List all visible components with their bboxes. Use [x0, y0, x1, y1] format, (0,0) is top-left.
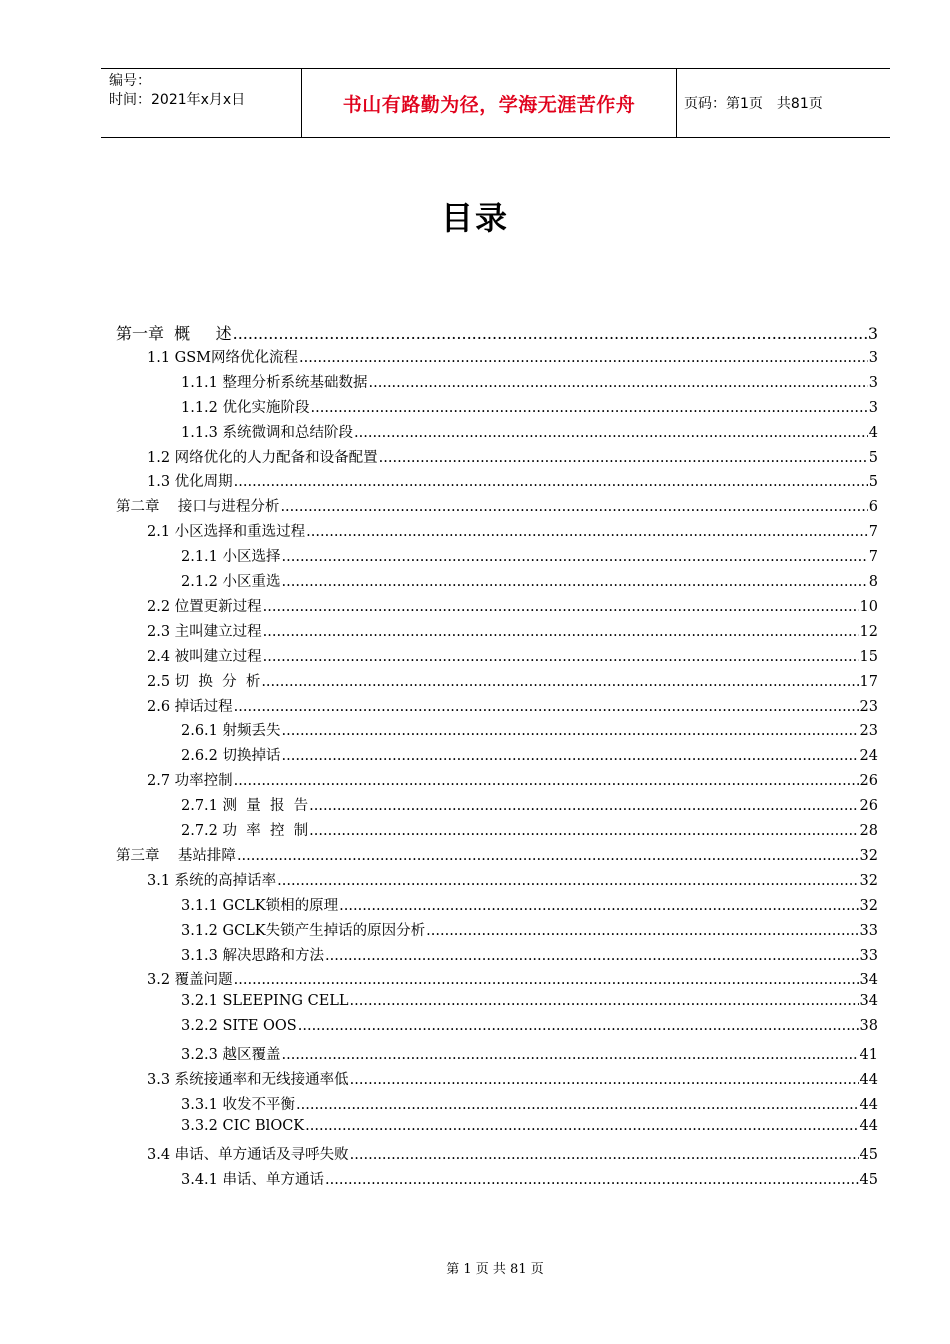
toc-leader-dots — [350, 1147, 859, 1163]
toc-entry-title: 2.2 位置更新过程 — [147, 598, 262, 615]
toc-entry[interactable] — [147, 520, 878, 540]
toc-entry-page: 3 — [867, 324, 878, 343]
toc-entry[interactable] — [116, 844, 878, 864]
toc-entry-title: 2.1.2 小区重选 — [181, 574, 281, 590]
toc-entry-page: 3 — [868, 374, 878, 391]
toc-entry-page: 15 — [859, 648, 878, 665]
toc-entry-page: 7 — [868, 549, 878, 566]
toc-entry[interactable] — [147, 1143, 878, 1163]
toc-leader-dots — [305, 1118, 858, 1134]
toc-entry-page: 34 — [859, 993, 878, 1010]
toc-entry[interactable] — [181, 794, 878, 814]
toc-entry-page: 32 — [859, 847, 878, 864]
toc-entry-title: 2.1 小区选择和重选过程 — [147, 524, 306, 541]
toc-entry[interactable] — [181, 944, 878, 964]
toc-leader-dots — [280, 499, 867, 515]
toc-entry[interactable] — [181, 719, 878, 739]
toc-leader-dots — [298, 1018, 859, 1034]
toc-leader-dots — [282, 549, 868, 565]
toc-entry[interactable] — [147, 470, 878, 490]
toc-entry[interactable] — [181, 1118, 878, 1138]
toc-entry-page: 5 — [868, 474, 878, 491]
toc-leader-dots — [350, 1072, 859, 1088]
toc-leader-dots — [234, 972, 859, 988]
toc-entry-title: 3.3.1 收发不平衡 — [181, 1096, 296, 1113]
toc-entry-page: 44 — [859, 1096, 878, 1113]
toc-entry-page: 8 — [868, 574, 878, 590]
toc-entry[interactable] — [147, 620, 878, 640]
toc-entry-page: 12 — [859, 623, 878, 640]
toc-leader-dots — [325, 948, 859, 964]
toc-entry-title: 3.3.2 CIC BlOCK — [181, 1117, 305, 1134]
toc-entry[interactable] — [181, 744, 878, 764]
toc-entry[interactable] — [181, 371, 878, 391]
toc-entry[interactable] — [147, 645, 878, 665]
toc-leader-dots — [350, 993, 859, 1009]
toc-entry-title: 2.6.1 射频丢失 — [181, 723, 281, 740]
toc-leader-dots — [282, 748, 859, 764]
document-header — [101, 68, 890, 138]
toc-entry[interactable] — [181, 1018, 878, 1038]
toc-entry-page: 3 — [868, 399, 878, 416]
toc-leader-dots — [263, 599, 859, 615]
toc-entry-title: 2.7.1 测 量 报 告 — [181, 798, 309, 815]
toc-entry-page: 45 — [859, 1146, 878, 1163]
toc-entry-page: 7 — [868, 524, 878, 541]
toc-leader-dots — [263, 624, 859, 640]
toc-entry[interactable] — [181, 570, 878, 590]
toc-entry-title: 2.4 被叫建立过程 — [147, 648, 262, 665]
toc-entry[interactable] — [181, 894, 878, 914]
toc-entry-title: 2.7.2 功 率 控 制 — [181, 823, 309, 839]
toc-entry-title: 3.2.1 SLEEPING CELL — [181, 993, 349, 1010]
toc-entry-title: 2.3 主叫建立过程 — [147, 623, 262, 640]
toc-entry-page: 45 — [859, 1171, 878, 1188]
toc-leader-dots — [234, 699, 859, 715]
toc-entry[interactable] — [181, 421, 878, 441]
toc-entry-page: 23 — [859, 698, 878, 715]
toc-entry-page: 6 — [868, 499, 878, 516]
toc-leader-dots — [296, 1097, 859, 1113]
toc-entry-title: 第三章 基站排障 — [116, 847, 236, 864]
toc-entry-page: 28 — [859, 823, 878, 839]
toc-entry[interactable] — [181, 919, 878, 939]
toc-entry[interactable] — [147, 869, 878, 889]
toc-entry-title: 第二章 接口与进程分析 — [116, 499, 280, 516]
toc-entry[interactable] — [147, 1068, 878, 1088]
toc-entry-page: 17 — [859, 673, 878, 690]
toc-entry-title: 3.2 覆盖问题 — [147, 972, 233, 989]
toc-leader-dots — [309, 823, 858, 839]
toc-entry[interactable] — [181, 1093, 878, 1113]
toc-entry-title: 1.1 GSM网络优化流程 — [147, 349, 299, 366]
toc-entry[interactable] — [147, 346, 878, 366]
toc-entry-title: 2.7 功率控制 — [147, 773, 233, 790]
toc-entry-title: 1.1.2 优化实施阶段 — [181, 399, 310, 416]
header-page-cell — [676, 69, 890, 137]
toc-leader-dots — [325, 1172, 859, 1188]
toc-entry-page: 38 — [859, 1018, 878, 1035]
toc-entry-title: 1.3 优化周期 — [147, 474, 233, 491]
toc-leader-dots — [379, 450, 868, 466]
toc-entry-page: 10 — [859, 598, 878, 615]
toc-leader-dots — [282, 1047, 859, 1063]
toc-entry-title: 2.6.2 切换掉话 — [181, 748, 281, 765]
toc-entry[interactable] — [116, 321, 878, 341]
toc-leader-dots — [339, 898, 858, 914]
toc-entry[interactable] — [147, 595, 878, 615]
toc-leader-dots — [311, 400, 868, 416]
toc-leader-dots — [237, 848, 859, 864]
toc-entry-page: 44 — [859, 1117, 878, 1134]
toc-entry[interactable] — [147, 446, 878, 466]
toc-entry-page: 32 — [859, 897, 878, 914]
toc-leader-dots — [263, 649, 859, 665]
toc-leader-dots — [369, 375, 868, 391]
toc-entry-page: 5 — [868, 449, 878, 466]
toc-entry-page: 44 — [859, 1072, 878, 1088]
header-page-label: 页码：第1页 — [684, 96, 763, 112]
toc-leader-dots — [309, 798, 858, 814]
header-motto: 书山有路勤为径，学海无涯苦作舟 — [342, 93, 636, 116]
toc-leader-dots — [233, 324, 867, 343]
toc-entry-page: 23 — [859, 723, 878, 740]
page-footer: 第 1 页 共 81 页 — [446, 1262, 544, 1277]
toc-entry[interactable] — [181, 545, 878, 565]
toc-leader-dots — [282, 574, 868, 590]
toc-entry-page: 26 — [859, 798, 878, 815]
header-total-label: 共81页 — [776, 96, 823, 112]
toc-entry-title: 2.1.1 小区选择 — [181, 549, 281, 566]
toc-entry-title: 1.2 网络优化的人力配备和设备配置 — [147, 449, 378, 466]
doc-time-label: 时间：2021年x月x日 — [109, 92, 246, 108]
toc-entry-title: 1.1.3 系统微调和总结阶段 — [181, 424, 354, 441]
toc-entry-page: 4 — [868, 424, 878, 441]
toc-leader-dots — [282, 723, 859, 739]
toc-entry[interactable] — [147, 769, 878, 789]
toc-entry[interactable] — [147, 670, 878, 690]
toc-entry-title: 3.2.2 SITE OOS — [181, 1018, 297, 1035]
toc-entry-title: 3.4.1 串话、单方通话 — [181, 1171, 325, 1188]
header-motto-cell — [301, 69, 677, 137]
toc-entry-title: 2.6 掉话过程 — [147, 698, 233, 715]
toc-entry-page: 34 — [859, 972, 878, 989]
toc-entry[interactable] — [181, 396, 878, 416]
toc-entry-title: 3.1.1 GCLK锁相的原理 — [181, 897, 339, 914]
toc-leader-dots — [277, 873, 858, 889]
toc-entry-title: 3.1.3 解决思路和方法 — [181, 947, 325, 964]
toc-leader-dots — [354, 425, 868, 441]
toc-entry[interactable] — [147, 695, 878, 715]
toc-leader-dots — [234, 474, 868, 490]
toc-entry-title: 1.1.1 整理分析系统基础数据 — [181, 374, 368, 391]
toc-entry-page: 41 — [859, 1047, 878, 1064]
header-meta — [101, 69, 301, 137]
toc-entry[interactable] — [181, 1043, 878, 1063]
toc-entry[interactable] — [181, 819, 878, 839]
toc-entry-page: 26 — [859, 773, 878, 790]
toc-entry[interactable] — [116, 495, 878, 515]
toc-entry[interactable] — [181, 993, 878, 1013]
toc-entry-title: 3.4 串话、单方通话及寻呼失败 — [147, 1146, 349, 1163]
toc-entry-page: 32 — [859, 872, 878, 889]
toc-leader-dots — [426, 923, 858, 939]
doc-number-label: 编号： — [109, 73, 151, 89]
toc-entry-page: 33 — [859, 947, 878, 964]
toc-leader-dots — [299, 350, 868, 366]
toc-entry-title: 2.5 切 换 分 析 — [147, 673, 261, 690]
toc-entry-title: 3.3 系统接通率和无线接通率低 — [147, 1072, 349, 1088]
toc-leader-dots — [306, 524, 868, 540]
toc-entry[interactable] — [181, 1168, 878, 1188]
page-title: 目录 — [440, 199, 509, 237]
toc-entry-title: 3.1.2 GCLK失锁产生掉话的原因分析 — [181, 922, 426, 939]
toc-leader-dots — [261, 674, 858, 690]
toc-entry-page: 24 — [859, 748, 878, 765]
toc-leader-dots — [234, 773, 859, 789]
toc-entry-page: 33 — [859, 922, 878, 939]
toc-entry-title: 第一章 概 述 — [116, 324, 232, 343]
toc-entry[interactable] — [147, 968, 878, 988]
toc-entry-title: 3.1 系统的高掉话率 — [147, 872, 277, 889]
toc-entry-page: 3 — [868, 349, 878, 366]
toc-entry-title: 3.2.3 越区覆盖 — [181, 1047, 281, 1064]
